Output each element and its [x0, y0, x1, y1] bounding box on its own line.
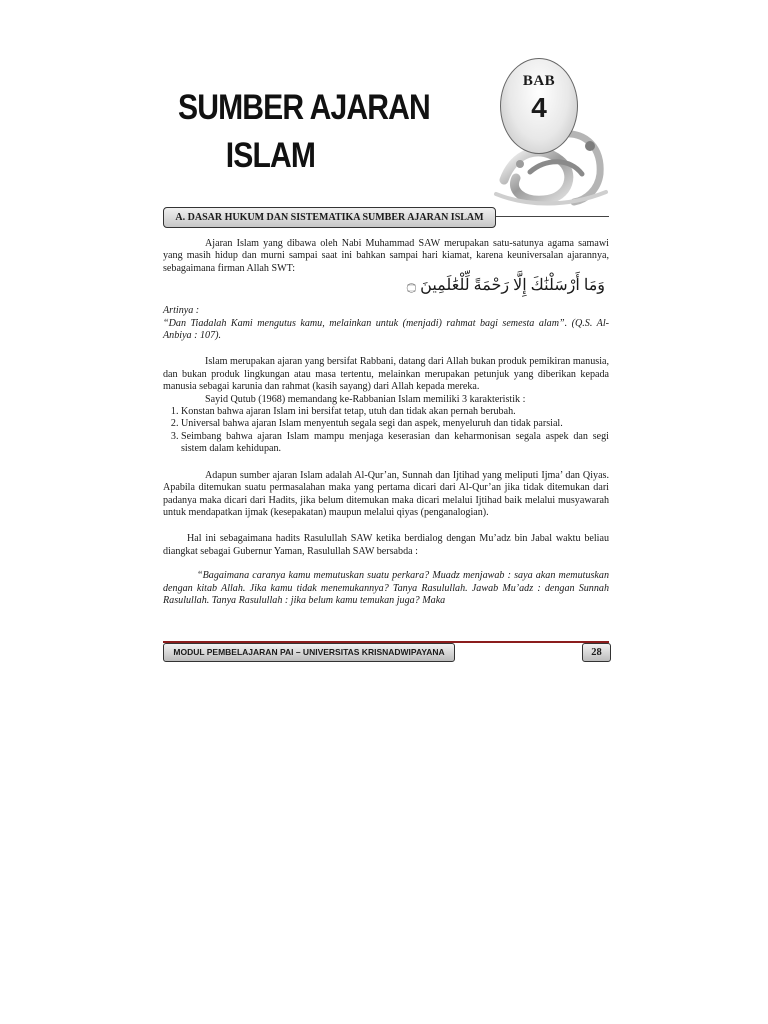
hadith-intro-paragraph: Hal ini sebagaimana hadits Rasulullah SAW ketika berdialog dengan Mu’adz bin Jabal waktu beliau diangkat sebagai Gubernur Yaman, Rasulullah SAW bersabda : — [163, 533, 609, 557]
footer-label: MODUL PEMBELAJARAN PAI – UNIVERSITAS KRISNADWIPAYANA — [163, 643, 455, 662]
rabbani-paragraph: Islam merupakan ajaran yang bersifat Rabbani, datang dari Allah bukan produk pemikiran manusia, dan bukan produk lingkungan atau masa tertentu, melainkan merupakan petunjuk yang diberikan kepada manusia sebagai karunia dan rahmat (kasih sayang) dari Allah kepada mereka. — [163, 356, 609, 393]
list-item: 1. Konstan bahwa ajaran Islam ini bersifat tetap, utuh dan tidak akan pernah berubah. — [181, 406, 609, 418]
list-item: 2. Universal bahwa ajaran Islam menyentuh segala segi dan aspek, menyeluruh dan tidak parsial. — [181, 418, 609, 430]
hadith-quote: “Bagaimana caranya kamu memutuskan suatu perkara? Muadz menjawab : saya akan memutuskan dengan kitab Allah. Jika kamu tidak menemukannya? Tanya Rasulullah. Jawab Mu’adz : dengan Sunnah Rasulullah. Tanya Rasulullah : jika belum kamu temukan juga? Maka — [163, 570, 609, 606]
chapter-title — [178, 84, 430, 180]
page-body — [163, 238, 609, 607]
intro-paragraph: Ajaran Islam yang dibawa oleh Nabi Muhammad SAW merupakan satu-satunya agama samawi yang masih hidup dan murni sampai saat ini bahkan sampai hari kiamat, karena keuniversalan ajarannya, sebagaimana firman Allah SWT: — [163, 238, 609, 274]
chapter-title-line-2: ISLAM — [225, 136, 316, 175]
chapter-title-line-1: SUMBER AJARAN — [178, 88, 430, 127]
list-item: 3. Seimbang bahwa ajaran Islam mampu menjaga keserasian dan keharmonisan segala aspek dan segi sistem dalam kehidupan. — [181, 431, 609, 456]
bab-number: 4 — [531, 92, 547, 123]
characteristics-list — [163, 406, 609, 456]
arabic-verse: وَمَا أَرْسَلْنَٰكَ إِلَّا رَحْمَةً لِّلْعَٰلَمِينَ ۝ — [406, 277, 605, 295]
chapter-badge — [500, 58, 578, 154]
bab-label: BAB — [522, 73, 556, 89]
qutub-paragraph: Sayid Qutub (1968) memandang ke-Rabbanian Islam memiliki 3 karakteristik : — [205, 393, 526, 405]
verse-translation: “Dan Tiadalah Kami mengutus kamu, melainkan untuk (menjadi) rahmat bagi semesta alam”. (Q.S. Al-Anbiya : 107). — [163, 317, 609, 342]
page-number: 28 — [582, 643, 611, 662]
sources-paragraph: Adapun sumber ajaran Islam adalah Al-Qur’an, Sunnah dan Ijtihad yang meliputi Ijma’ dan Qiyas. Apabila ditemukan suatu permasalahan maka yang pertama dicari dari Al-Qur’an jika tidak ditemukan dari padanya maka dicari dari Hadits, jika belum ditemukan maka dicari melalui Ijtihad baik melalui musyawarah untuk mendapatkan ijmak (kesepakatan) maupun melalui qiyas (penganalogian). — [163, 469, 609, 518]
section-heading: A. DASAR HUKUM DAN SISTEMATIKA SUMBER AJARAN ISLAM — [163, 207, 496, 228]
artinya-label: Artinya : — [163, 305, 200, 317]
